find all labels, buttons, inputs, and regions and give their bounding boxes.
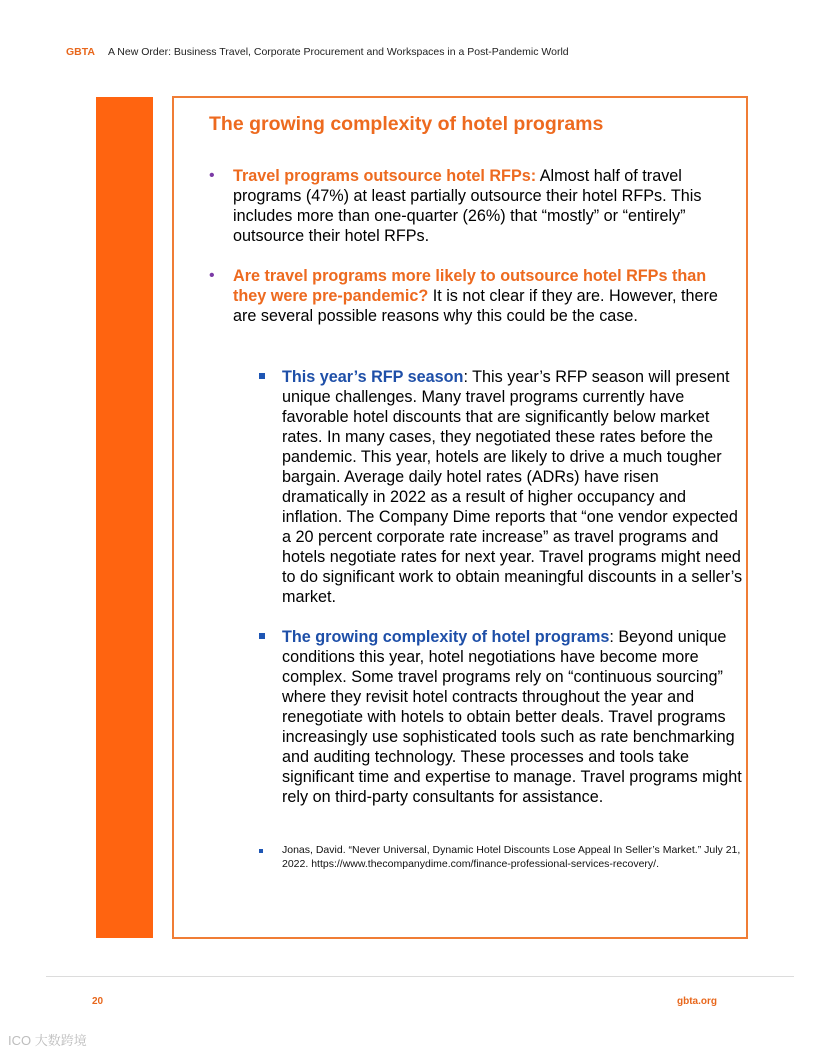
bullet-dot-icon: • [209,267,215,284]
sub-bullet-complexity [254,627,744,807]
page-number: 20 [92,996,104,1007]
bullet-dot-icon: • [209,167,215,184]
footnote-text: Jonas, David. “Never Universal, Dynamic Hotel Discounts Lose Appeal In Seller’s Market.” July 21, 2022. https://www.thecompanydime.com/finance-professional-services-recovery/. [282,844,741,870]
footer-site-link[interactable]: gbta.org [677,996,717,1007]
square-bullet-icon [259,849,263,853]
header-title: A New Order: Business Travel, Corporate Procurement and Workspaces in a Post-Pandemic World [107,46,569,58]
watermark: ICO 大数跨境 [8,1033,87,1048]
square-bullet-icon [259,373,265,379]
bullet-pre-pandemic [207,266,742,326]
square-bullet-icon [259,633,265,639]
main-bullet-list [207,166,742,346]
sub-bullet-text: : Beyond unique conditions this year, hotel negotiations have become more complex. Some travel programs rely on “continuous sourcing” where they revisit hotel contracts throughout the year and renegotiate with hotels to obtain better deals. Travel programs increasingly use sophisticated tools such as rate benchmarking and auditing technology. These processes and tools take significant time and expertise to manage. Travel programs might rely on third-party consultants for assistance. [282,628,742,806]
bullet-text: It is not clear if they are. However, there are several possible reasons why this could be the case. [233,287,718,325]
bullet-lead: Travel programs outsource hotel RFPs: [233,167,537,185]
footer-divider [46,976,794,977]
sub-bullet-lead: This year’s RFP season [282,368,464,386]
sub-bullet-list [254,367,744,827]
bullet-text: Almost half of travel programs (47%) at least partially outsource their hotel RFPs. This includes more than one-quarter (26%) that “mostly” or “entirely” outsource their hotel RFPs. [233,167,702,245]
bullet-outsource-rfps [207,166,742,246]
decorative-orange-sidebar [96,97,153,938]
panel-title: The growing complexity of hotel programs [209,113,604,135]
header-brand: GBTA [66,46,95,58]
footnote [254,844,752,871]
bullet-lead: Are travel programs more likely to outsource hotel RFPs than they were pre-pandemic? [233,267,707,305]
sub-bullet-lead: The growing complexity of hotel programs [282,628,610,646]
sub-bullet-rfp-season [254,367,744,607]
running-header [66,46,569,58]
sub-bullet-text: : This year’s RFP season will present unique challenges. Many travel programs currently have favorable hotel discounts that are significantly below market rates. In many cases, they negotiated these rates before the pandemic. This year, hotels are likely to drive a much tougher bargain. Average daily hotel rates (ADRs) have risen dramatically in 2022 as a result of higher occupancy and inflation. The Company Dime reports that “one vendor expected a 20 percent corporate rate increase” as travel programs and hotels negotiate rates for next year. Travel programs might need to do significant work to obtain meaningful discounts in a seller’s market. [282,368,743,606]
content-panel [172,96,748,939]
